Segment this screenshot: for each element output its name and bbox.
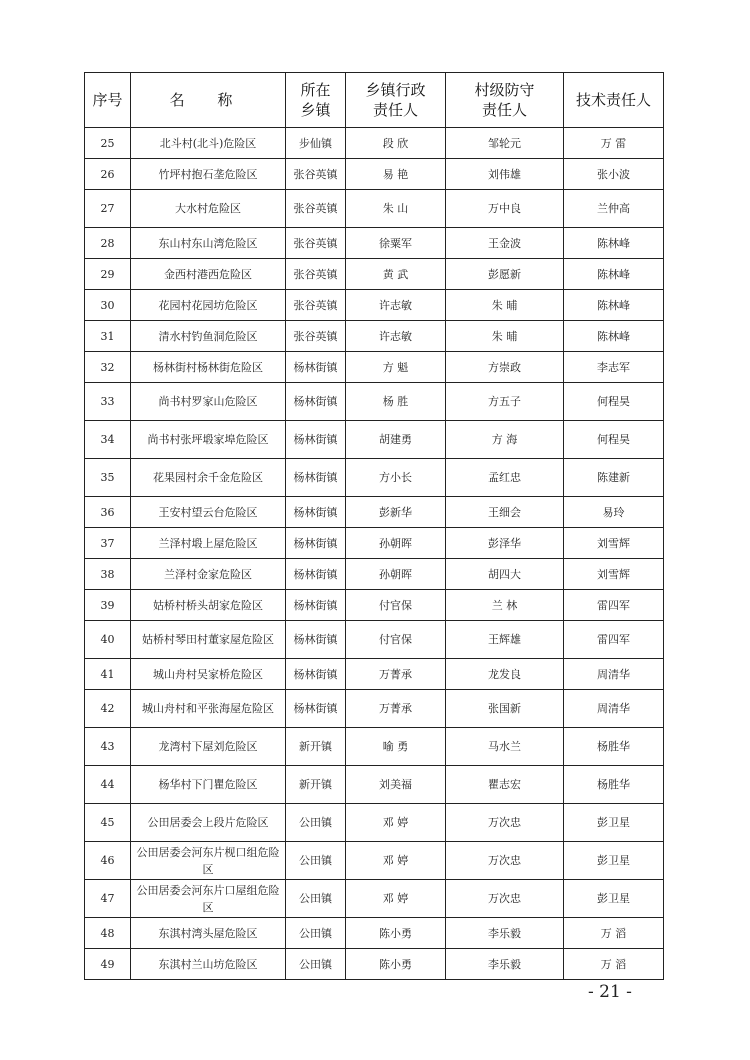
area-name-cell: 杨林街村杨林街危险区 xyxy=(131,352,286,383)
table-row xyxy=(85,621,664,659)
row-number-cell: 40 xyxy=(85,621,131,659)
row-number-cell: 39 xyxy=(85,590,131,621)
header-village-leader xyxy=(446,73,564,128)
town-name-cell: 杨林街镇 xyxy=(286,590,346,621)
town-name-cell: 杨林街镇 xyxy=(286,352,346,383)
town-name-cell: 步仙镇 xyxy=(286,128,346,159)
town-leader-cell: 黄 武 xyxy=(346,259,446,290)
row-number-cell: 31 xyxy=(85,321,131,352)
town-name-cell: 杨林街镇 xyxy=(286,497,346,528)
tech-leader-cell: 彭卫星 xyxy=(564,842,664,880)
table-row xyxy=(85,559,664,590)
town-name-cell: 张谷英镇 xyxy=(286,259,346,290)
town-leader-cell: 朱 山 xyxy=(346,190,446,228)
town-name-cell: 杨林街镇 xyxy=(286,621,346,659)
town-leader-cell: 付官保 xyxy=(346,621,446,659)
table-row xyxy=(85,766,664,804)
page-number: - 21 - xyxy=(588,982,632,1002)
town-leader-cell: 杨 胜 xyxy=(346,383,446,421)
town-name-cell: 张谷英镇 xyxy=(286,228,346,259)
row-number-cell: 35 xyxy=(85,459,131,497)
area-name-cell: 王安村望云台危险区 xyxy=(131,497,286,528)
row-number-cell: 43 xyxy=(85,728,131,766)
table-header-row xyxy=(85,73,664,128)
town-leader-cell: 徐粟军 xyxy=(346,228,446,259)
town-leader-cell: 易 艳 xyxy=(346,159,446,190)
village-leader-cell: 万次忠 xyxy=(446,880,564,918)
header-town-line: 所在 xyxy=(300,81,331,99)
town-leader-cell: 段 欣 xyxy=(346,128,446,159)
row-number-cell: 38 xyxy=(85,559,131,590)
tech-leader-cell: 陈林峰 xyxy=(564,290,664,321)
area-name-cell: 花果园村余千金危险区 xyxy=(131,459,286,497)
village-leader-cell: 朱 晡 xyxy=(446,290,564,321)
header-name: 名 称 xyxy=(131,73,286,128)
town-leader-cell: 邓 婷 xyxy=(346,804,446,842)
area-name-cell: 东山村东山湾危险区 xyxy=(131,228,286,259)
tech-leader-cell: 彭卫星 xyxy=(564,880,664,918)
area-name-cell: 姑桥村琴田村董家屋危险区 xyxy=(131,621,286,659)
area-name-cell: 公田居委会上段片危险区 xyxy=(131,804,286,842)
town-name-cell: 杨林街镇 xyxy=(286,659,346,690)
tech-leader-cell: 周清华 xyxy=(564,690,664,728)
area-name-cell: 兰泽村金家危险区 xyxy=(131,559,286,590)
area-name-cell: 清水村钓鱼洞危险区 xyxy=(131,321,286,352)
header-no: 序号 xyxy=(85,73,131,128)
table-row xyxy=(85,321,664,352)
row-number-cell: 44 xyxy=(85,766,131,804)
town-leader-cell: 邓 婷 xyxy=(346,842,446,880)
town-leader-cell: 孙朝晖 xyxy=(346,528,446,559)
town-name-cell: 杨林街镇 xyxy=(286,559,346,590)
town-leader-cell: 陈小勇 xyxy=(346,918,446,949)
tech-leader-cell: 陈林峰 xyxy=(564,228,664,259)
tech-leader-cell: 万 雷 xyxy=(564,128,664,159)
village-leader-cell: 孟红忠 xyxy=(446,459,564,497)
village-leader-cell: 彭泽华 xyxy=(446,528,564,559)
table-row xyxy=(85,590,664,621)
table-row xyxy=(85,159,664,190)
row-number-cell: 30 xyxy=(85,290,131,321)
town-leader-cell: 许志敏 xyxy=(346,290,446,321)
table-row xyxy=(85,190,664,228)
town-name-cell: 新开镇 xyxy=(286,766,346,804)
area-name-cell: 北斗村(北斗)危险区 xyxy=(131,128,286,159)
town-name-cell: 杨林街镇 xyxy=(286,421,346,459)
tech-leader-cell: 杨胜华 xyxy=(564,728,664,766)
table-row xyxy=(85,690,664,728)
header-tech-leader: 技术责任人 xyxy=(564,73,664,128)
row-number-cell: 46 xyxy=(85,842,131,880)
tech-leader-cell: 刘雪辉 xyxy=(564,559,664,590)
tech-leader-cell: 兰仲高 xyxy=(564,190,664,228)
area-name-cell: 公田居委会河东片枧口组危险区 xyxy=(131,842,286,880)
header-town-leader-line: 乡镇行政 xyxy=(365,81,426,99)
table-row xyxy=(85,880,664,918)
tech-leader-cell: 陈林峰 xyxy=(564,321,664,352)
town-leader-cell: 方 魁 xyxy=(346,352,446,383)
area-name-cell: 姑桥村桥头胡家危险区 xyxy=(131,590,286,621)
town-name-cell: 杨林街镇 xyxy=(286,459,346,497)
row-number-cell: 26 xyxy=(85,159,131,190)
village-leader-cell: 刘伟雄 xyxy=(446,159,564,190)
row-number-cell: 28 xyxy=(85,228,131,259)
row-number-cell: 41 xyxy=(85,659,131,690)
town-leader-cell: 万菁承 xyxy=(346,659,446,690)
village-leader-cell: 兰 林 xyxy=(446,590,564,621)
village-leader-cell: 朱 晡 xyxy=(446,321,564,352)
tech-leader-cell: 张小波 xyxy=(564,159,664,190)
village-leader-cell: 王细会 xyxy=(446,497,564,528)
town-leader-cell: 喻 勇 xyxy=(346,728,446,766)
table-row xyxy=(85,290,664,321)
header-village-leader-line: 村级防守 xyxy=(474,81,535,99)
area-name-cell: 花园村花园坊危险区 xyxy=(131,290,286,321)
village-leader-cell: 马水兰 xyxy=(446,728,564,766)
town-name-cell: 公田镇 xyxy=(286,804,346,842)
tech-leader-cell: 何程昊 xyxy=(564,421,664,459)
tech-leader-cell: 周清华 xyxy=(564,659,664,690)
village-leader-cell: 方五子 xyxy=(446,383,564,421)
table-row xyxy=(85,228,664,259)
table-row xyxy=(85,949,664,980)
area-name-cell: 尚书村罗家山危险区 xyxy=(131,383,286,421)
village-leader-cell: 方 海 xyxy=(446,421,564,459)
town-leader-cell: 彭新华 xyxy=(346,497,446,528)
town-leader-cell: 陈小勇 xyxy=(346,949,446,980)
row-number-cell: 27 xyxy=(85,190,131,228)
town-name-cell: 杨林街镇 xyxy=(286,383,346,421)
tech-leader-cell: 何程昊 xyxy=(564,383,664,421)
table-row xyxy=(85,352,664,383)
table-row xyxy=(85,421,664,459)
table-row xyxy=(85,728,664,766)
village-leader-cell: 邹轮元 xyxy=(446,128,564,159)
row-number-cell: 42 xyxy=(85,690,131,728)
area-name-cell: 龙湾村下屋刘危险区 xyxy=(131,728,286,766)
village-leader-cell: 李乐毅 xyxy=(446,918,564,949)
town-name-cell: 公田镇 xyxy=(286,918,346,949)
tech-leader-cell: 李志军 xyxy=(564,352,664,383)
table-row xyxy=(85,528,664,559)
village-leader-cell: 龙发良 xyxy=(446,659,564,690)
row-number-cell: 34 xyxy=(85,421,131,459)
town-name-cell: 张谷英镇 xyxy=(286,321,346,352)
area-name-cell: 城山舟村吴家桥危险区 xyxy=(131,659,286,690)
tech-leader-cell: 杨胜华 xyxy=(564,766,664,804)
village-leader-cell: 瞿志宏 xyxy=(446,766,564,804)
header-town-line: 乡镇 xyxy=(300,101,331,119)
town-leader-cell: 孙朝晖 xyxy=(346,559,446,590)
table-row xyxy=(85,259,664,290)
village-leader-cell: 万次忠 xyxy=(446,804,564,842)
row-number-cell: 29 xyxy=(85,259,131,290)
row-number-cell: 49 xyxy=(85,949,131,980)
row-number-cell: 47 xyxy=(85,880,131,918)
town-name-cell: 公田镇 xyxy=(286,949,346,980)
tech-leader-cell: 刘雪辉 xyxy=(564,528,664,559)
table-row xyxy=(85,459,664,497)
area-name-cell: 金西村港西危险区 xyxy=(131,259,286,290)
village-leader-cell: 彭愿新 xyxy=(446,259,564,290)
town-leader-cell: 邓 婷 xyxy=(346,880,446,918)
area-name-cell: 竹坪村抱石垄危险区 xyxy=(131,159,286,190)
town-name-cell: 张谷英镇 xyxy=(286,190,346,228)
tech-leader-cell: 雷四军 xyxy=(564,590,664,621)
town-name-cell: 公田镇 xyxy=(286,842,346,880)
village-leader-cell: 方崇政 xyxy=(446,352,564,383)
header-town-leader xyxy=(346,73,446,128)
header-town-leader-line: 责任人 xyxy=(372,101,418,119)
village-leader-cell: 胡四大 xyxy=(446,559,564,590)
town-name-cell: 杨林街镇 xyxy=(286,690,346,728)
village-leader-cell: 张国新 xyxy=(446,690,564,728)
header-village-leader-line: 责任人 xyxy=(481,101,527,119)
area-name-cell: 杨华村下门瞿危险区 xyxy=(131,766,286,804)
tech-leader-cell: 易玲 xyxy=(564,497,664,528)
tech-leader-cell: 万 滔 xyxy=(564,949,664,980)
row-number-cell: 32 xyxy=(85,352,131,383)
row-number-cell: 37 xyxy=(85,528,131,559)
town-name-cell: 新开镇 xyxy=(286,728,346,766)
village-leader-cell: 李乐毅 xyxy=(446,949,564,980)
row-number-cell: 48 xyxy=(85,918,131,949)
area-name-cell: 公田居委会河东片口屋组危险区 xyxy=(131,880,286,918)
table-body xyxy=(85,128,664,980)
town-leader-cell: 付官保 xyxy=(346,590,446,621)
tech-leader-cell: 万 滔 xyxy=(564,918,664,949)
tech-leader-cell: 雷四军 xyxy=(564,621,664,659)
table-row xyxy=(85,842,664,880)
area-name-cell: 城山舟村和平张海屋危险区 xyxy=(131,690,286,728)
town-leader-cell: 许志敏 xyxy=(346,321,446,352)
area-name-cell: 东淇村兰山坊危险区 xyxy=(131,949,286,980)
responsibility-table xyxy=(84,72,664,980)
town-name-cell: 张谷英镇 xyxy=(286,290,346,321)
table-row xyxy=(85,128,664,159)
row-number-cell: 25 xyxy=(85,128,131,159)
area-name-cell: 大水村危险区 xyxy=(131,190,286,228)
village-leader-cell: 万中良 xyxy=(446,190,564,228)
town-name-cell: 公田镇 xyxy=(286,880,346,918)
village-leader-cell: 王金波 xyxy=(446,228,564,259)
town-leader-cell: 胡建勇 xyxy=(346,421,446,459)
header-town xyxy=(286,73,346,128)
area-name-cell: 尚书村张坪塅家埠危险区 xyxy=(131,421,286,459)
town-name-cell: 张谷英镇 xyxy=(286,159,346,190)
tech-leader-cell: 陈建新 xyxy=(564,459,664,497)
area-name-cell: 兰泽村塅上屋危险区 xyxy=(131,528,286,559)
row-number-cell: 33 xyxy=(85,383,131,421)
row-number-cell: 45 xyxy=(85,804,131,842)
table-row xyxy=(85,918,664,949)
town-name-cell: 杨林街镇 xyxy=(286,528,346,559)
table-row xyxy=(85,497,664,528)
table-row xyxy=(85,383,664,421)
town-leader-cell: 万菁承 xyxy=(346,690,446,728)
tech-leader-cell: 陈林峰 xyxy=(564,259,664,290)
village-leader-cell: 王辉雄 xyxy=(446,621,564,659)
area-name-cell: 东淇村湾头屋危险区 xyxy=(131,918,286,949)
village-leader-cell: 万次忠 xyxy=(446,842,564,880)
tech-leader-cell: 彭卫星 xyxy=(564,804,664,842)
town-leader-cell: 刘美福 xyxy=(346,766,446,804)
table-row xyxy=(85,659,664,690)
row-number-cell: 36 xyxy=(85,497,131,528)
town-leader-cell: 方小长 xyxy=(346,459,446,497)
table-row xyxy=(85,804,664,842)
